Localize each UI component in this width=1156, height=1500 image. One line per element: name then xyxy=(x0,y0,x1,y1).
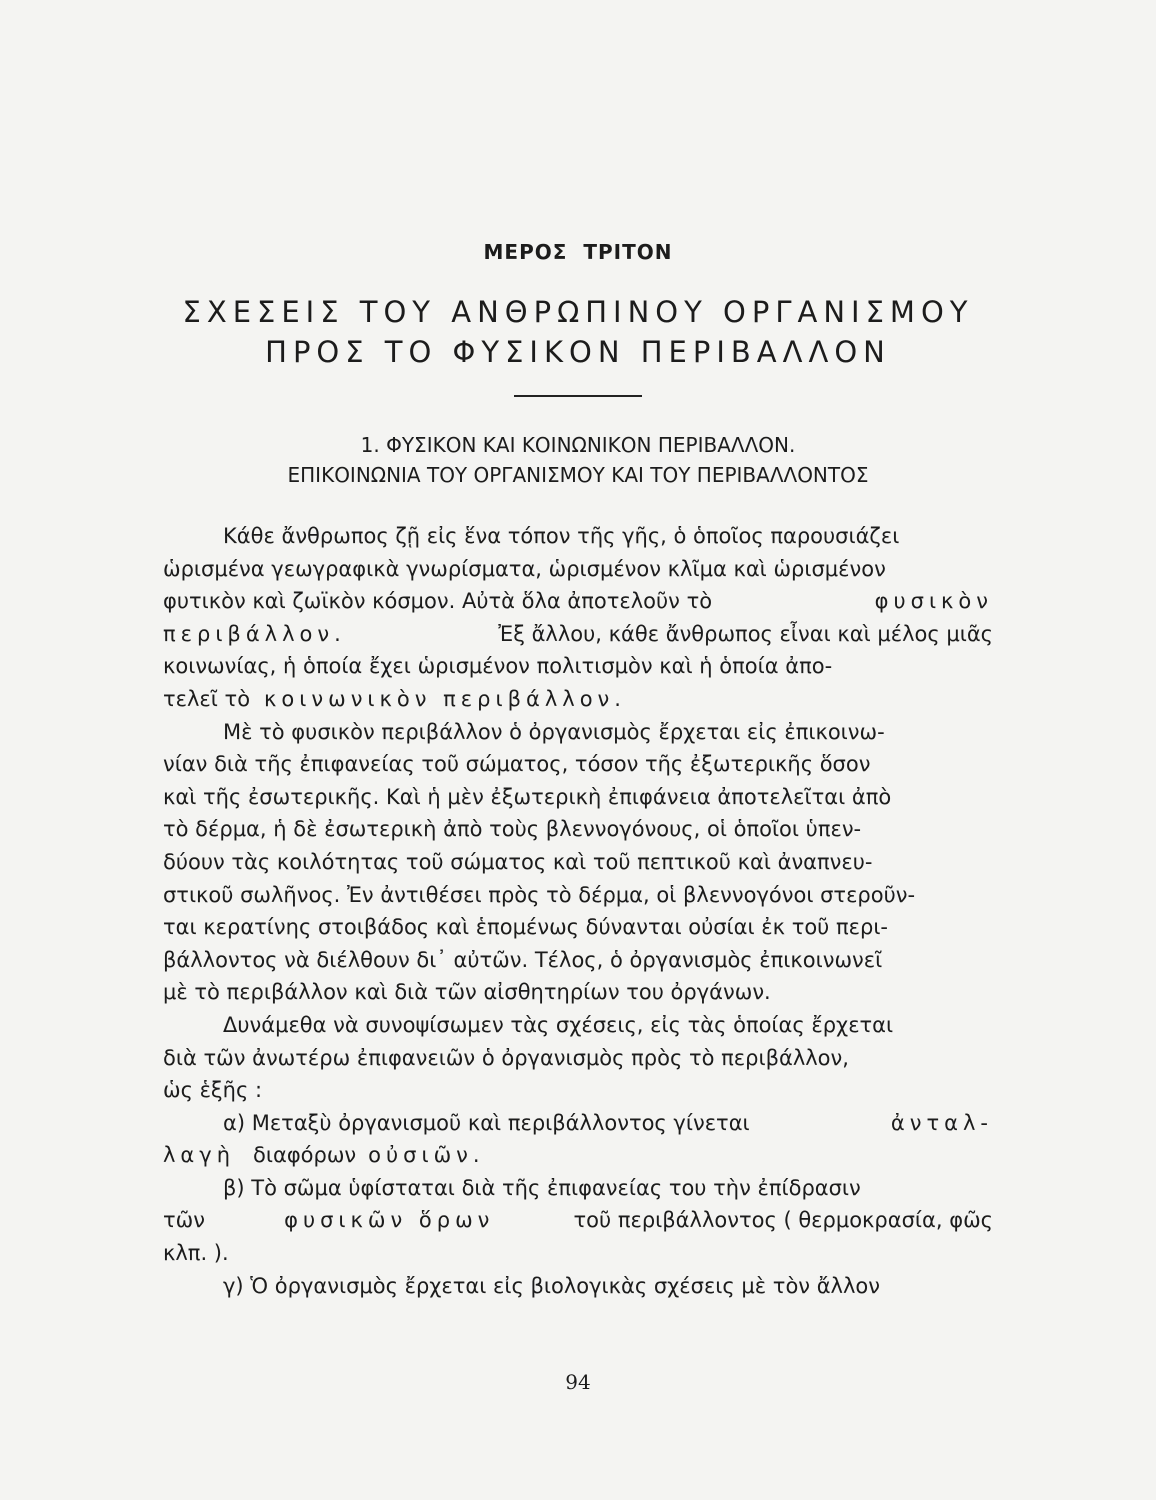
paragraph-1-line-3: φυτικὸν καὶ ζωϊκὸν κόσμον. Αὐτὰ ὅλα ἀποτελοῦν τὸ xyxy=(163,589,713,614)
term-physical: φυσικὸν xyxy=(874,589,993,614)
text-line xyxy=(163,781,993,814)
text-line xyxy=(163,813,993,846)
paragraph-2-line-2: νίαν διὰ τῆς ἐπιφανείας τοῦ σώματος, τόσον τῆς ἐξωτερικῆς ὅσον xyxy=(163,752,871,777)
term-physical-conditions: φυσικῶν ὅρων xyxy=(284,1208,495,1233)
term-exchange-end: λαγὴ xyxy=(163,1143,236,1168)
text-line xyxy=(163,944,993,977)
text-line xyxy=(163,1139,993,1172)
term-substances: οὐσιῶν. xyxy=(368,1143,485,1168)
text-line xyxy=(163,553,993,586)
item-b-line-2-start: τῶν xyxy=(163,1208,205,1233)
chapter-title-line-2: ΠΡΟΣ ΤΟ ΦΥΣΙΚΟΝ ΠΕΡΙΒΑΛΛΟΝ xyxy=(265,335,891,369)
paragraph-1-line-5: κοινωνίας, ἡ ὁποία ἔχει ὡρισμένον πολιτισμὸν καὶ ἡ ὁποία ἀπο- xyxy=(163,654,833,679)
item-b-line-1: β) Τὸ σῶμα ὑφίσταται διὰ τῆς ἐπιφανείας του τὴν ἐπίδρασιν xyxy=(223,1175,861,1200)
text-line xyxy=(163,879,993,912)
part-title: ΜΕΡΟΣ ΤΡΙΤΟΝ xyxy=(483,240,673,264)
paragraph-1-line-1: Κάθε ἄνθρωπος ζῇ εἰς ἕνα τόπον τῆς γῆς, ὁ ὁποῖος παρουσιάζει xyxy=(223,524,900,548)
paragraph-3-line-2: διὰ τῶν ἀνωτέρω ἐπιφανειῶν ὁ ὀργανισμὸς πρὸς τὸ περιβάλλον, xyxy=(163,1045,849,1070)
text-line xyxy=(163,1204,993,1237)
chapter-title xyxy=(0,292,1156,372)
page-number: 94 xyxy=(565,1370,591,1394)
term-exchange: ἀνταλ- xyxy=(890,1110,993,1135)
term-social-environment: κοινωνικὸν περιβάλλον. xyxy=(264,686,626,711)
text-line xyxy=(163,1172,993,1205)
paragraph-2-line-9: μὲ τὸ περιβάλλον καὶ διὰ τῶν αἰσθητηρίων του ὀργάνων. xyxy=(163,980,771,1005)
paragraph-3-line-1: Δυνάμεθα νὰ συνοψίσωμεν τὰς σχέσεις, εἰς τὰς ὁποίας ἔρχεται xyxy=(223,1012,894,1037)
paragraph-1-line-4: Ἐξ ἄλλου, κάθε ἄνθρωπος εἶναι καὶ μέλος μιᾶς xyxy=(498,621,993,646)
text-line xyxy=(163,846,993,879)
body-text xyxy=(163,520,993,1302)
item-c-line-1: γ) Ὁ ὀργανισμὸς ἔρχεται εἰς βιολογικὰς σχέσεις μὲ τὸν ἄλλον xyxy=(223,1273,880,1298)
paragraph-2-line-4: τὸ δέρμα, ἡ δὲ ἐσωτερικὴ ἀπὸ τοὺς βλεννογόνους, οἱ ὁποῖοι ὑπεν- xyxy=(163,817,862,842)
paragraph-3-line-3: ὡς ἑξῆς : xyxy=(163,1078,263,1103)
text-line xyxy=(163,585,993,618)
paragraph-2-line-1: Μὲ τὸ φυσικὸν περιβάλλον ὁ ὀργανισμὸς ἔρχεται εἰς ἐπικοινω- xyxy=(223,719,885,744)
item-a-line-1: α) Μεταξὺ ὀργανισμοῦ καὶ περιβάλλοντος γίνεται xyxy=(223,1110,750,1135)
chapter-title-line-1: ΣΧΕΣΕΙΣ ΤΟΥ ΑΝΘΡΩΠΙΝΟΥ ΟΡΓΑΝΙΣΜΟΥ xyxy=(182,295,974,329)
section-heading-line-1: 1. ΦΥΣΙΚΟΝ ΚΑΙ ΚΟΙΝΩΝΙΚΟΝ ΠΕΡΙΒΑΛΛΟΝ. xyxy=(360,433,796,457)
text-line xyxy=(163,1270,993,1303)
section-heading-line-2: ΕΠΙΚΟΙΝΩΝΙΑ ΤΟΥ ΟΡΓΑΝΙΣΜΟΥ ΚΑΙ ΤΟΥ ΠΕΡΙΒΑΛΛΟΝΤΟΣ xyxy=(287,463,869,487)
text-line xyxy=(163,1009,993,1042)
text-line xyxy=(163,976,993,1009)
text-line xyxy=(163,716,993,749)
text-line xyxy=(163,1237,993,1270)
text-line xyxy=(163,748,993,781)
section-heading xyxy=(0,430,1156,490)
paragraph-2-line-3: καὶ τῆς ἐσωτερικῆς. Καὶ ἡ μὲν ἐξωτερικὴ ἐπιφάνεια ἀποτελεῖται ἀπὸ xyxy=(163,784,892,809)
text-line xyxy=(163,618,993,651)
item-a-line-2: διαφόρων xyxy=(253,1143,357,1168)
paragraph-1-line-6: τελεῖ τὸ xyxy=(163,686,251,711)
paragraph-2-line-8: βάλλοντος νὰ διέλθουν δι᾿ αὐτῶν. Τέλος, ὁ ὀργανισμὸς ἐπικοινωνεῖ xyxy=(163,947,883,972)
text-line xyxy=(163,1042,993,1075)
paragraph-1-line-2: ὡρισμένα γεωγραφικὰ γνωρίσματα, ὡρισμένον κλῖμα καὶ ὡρισμένον xyxy=(163,556,886,581)
paragraph-2-line-5: δύουν τὰς κοιλότητας τοῦ σώματος καὶ τοῦ πεπτικοῦ καὶ ἀναπνευ- xyxy=(163,849,873,874)
text-line xyxy=(163,683,993,716)
item-b-line-2-end: τοῦ περιβάλλοντος ( θερμοκρασία, φῶς xyxy=(573,1208,993,1233)
item-b-line-3: κλπ. ). xyxy=(163,1241,229,1266)
term-environment: περιβάλλον. xyxy=(163,621,346,646)
paragraph-2-line-7: ται κερατίνης στοιβάδος καὶ ἑπομένως δύνανται οὐσίαι ἐκ τοῦ περι- xyxy=(163,915,889,940)
text-line xyxy=(163,520,993,553)
text-line xyxy=(163,1107,993,1140)
text-line xyxy=(163,1074,993,1107)
title-divider xyxy=(514,395,642,397)
paragraph-2-line-6: στικοῦ σωλῆνος. Ἐν ἀντιθέσει πρὸς τὸ δέρμα, οἱ βλεννογόνοι στεροῦν- xyxy=(163,882,916,907)
text-line xyxy=(163,650,993,683)
text-line xyxy=(163,911,993,944)
